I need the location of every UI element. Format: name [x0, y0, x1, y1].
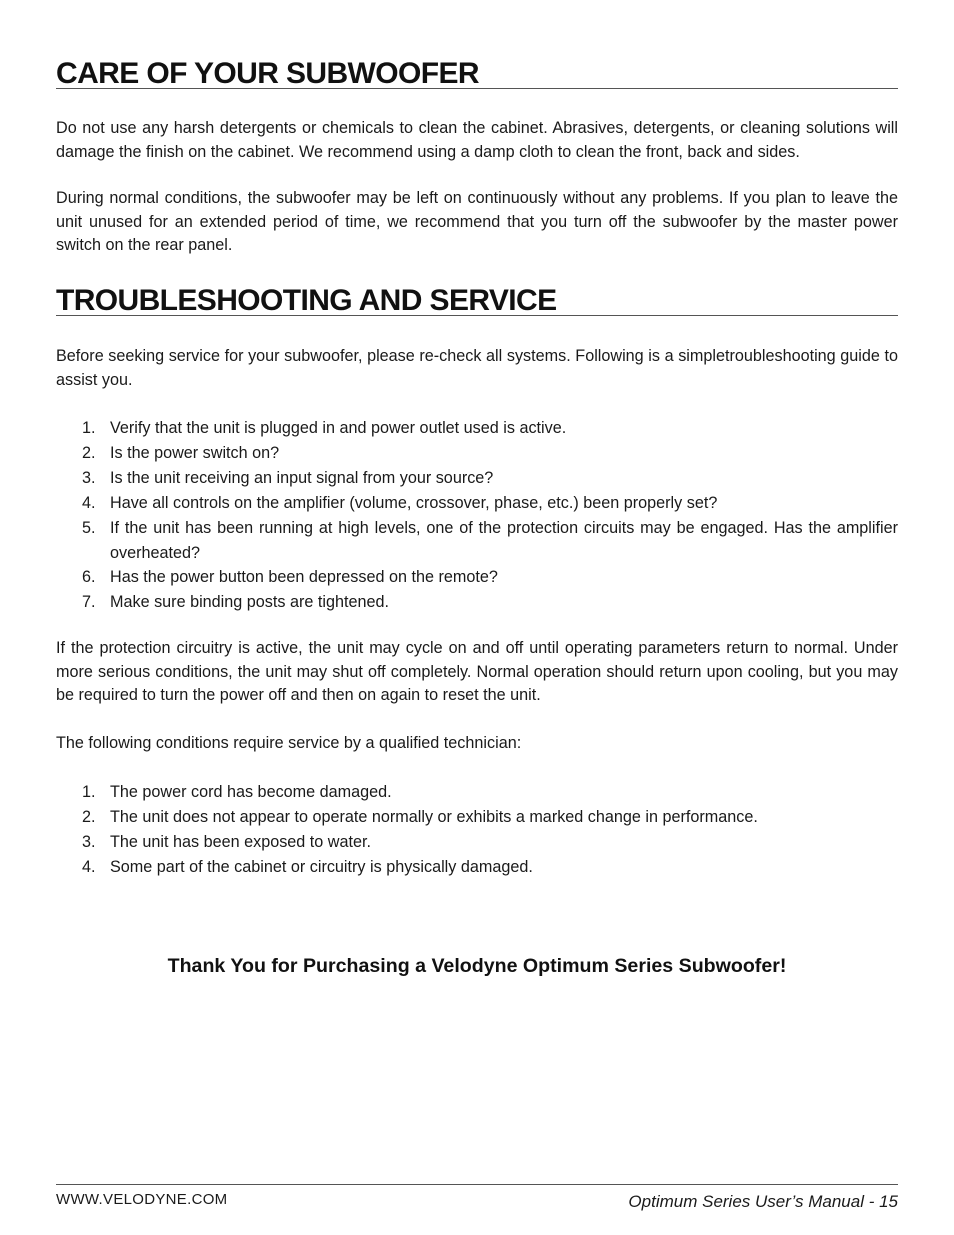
care-heading: CARE OF YOUR SUBWOOFER [56, 57, 479, 90]
troubleshooting-heading-row [56, 284, 898, 317]
list-item-text: The unit has been exposed to water. [110, 832, 371, 851]
list-item-text: Is the power switch on? [110, 443, 280, 462]
list-item-text: Verify that the unit is plugged in and power outlet used is active. [110, 419, 567, 437]
thank-you-message: Thank You for Purchasing a Velodyne Optimum Series Subwoofer! [167, 955, 787, 977]
protection-note: If the protection circuitry is active, the unit may cycle on and off until operating parameters return to normal. Under more serious conditions, the unit may shut off completely. Normal operation should return upon cooling, but you may be required to turn the power off and then on again to reset the unit. [56, 639, 898, 705]
list-item [56, 565, 898, 590]
list-item-text: Make sure binding posts are tightened. [110, 593, 389, 612]
list-number: 2. [82, 807, 96, 826]
list-item [56, 830, 898, 855]
list-item-text: Some part of the cabinet or circuitry is physically damaged. [110, 857, 533, 876]
list-item [56, 590, 898, 615]
list-number: 4. [82, 857, 96, 876]
list-number: 6. [82, 568, 96, 587]
troubleshooting-heading: TROUBLESHOOTING AND SERVICE [56, 284, 557, 317]
manual-page [56, 0, 898, 1235]
list-item [56, 855, 898, 880]
list-item [56, 466, 898, 491]
list-item [56, 416, 898, 441]
list-number: 5. [82, 518, 96, 537]
troubleshooting-intro: Before seeking service for your subwoofer, please re-check all systems. Following is a simpletroubleshooting guide to assist you. [56, 347, 898, 389]
list-item-text: Have all controls on the amplifier (volume, crossover, phase, etc.) been properly set? [110, 493, 718, 512]
list-item-text: Is the unit receiving an input signal from your source? [110, 468, 494, 487]
list-item [56, 441, 898, 466]
list-item-text: If the unit has been running at high levels, one of the protection circuits may be engaged. Has the amplifier overheated? [110, 518, 898, 562]
care-paragraph-power: During normal conditions, the subwoofer may be left on continuously without any problems. If you plan to leave the unit unused for an extended period of time, we recommend that you turn off the subwoofer by the master power switch on the rear panel. [56, 189, 898, 255]
list-item [56, 491, 898, 516]
footer-website: WWW.VELODYNE.COM [56, 1191, 228, 1208]
service-intro: The following conditions require service by a qualified technician: [56, 734, 522, 752]
list-item [56, 805, 898, 830]
list-item [56, 780, 898, 805]
list-item-text: The power cord has become damaged. [110, 783, 392, 801]
troubleshooting-checklist [56, 416, 898, 615]
care-heading-row [56, 57, 898, 90]
footer-manual-page: Optimum Series User’s Manual - 15 [628, 1192, 898, 1211]
list-number: 1. [82, 419, 96, 437]
care-paragraph-cleaning: Do not use any harsh detergents or chemicals to clean the cabinet. Abrasives, detergents, or cleaning solutions will damage the finish on the cabinet. We recommend using a damp cloth to clean the front, back and sides. [56, 119, 898, 161]
list-number: 3. [82, 468, 96, 487]
list-item-text: The unit does not appear to operate normally or exhibits a marked change in performance. [110, 807, 758, 826]
list-number: 4. [82, 493, 96, 512]
list-number: 7. [82, 593, 96, 612]
list-number: 3. [82, 832, 96, 851]
service-conditions-list [56, 780, 898, 880]
list-number: 2. [82, 443, 96, 462]
list-item-text: Has the power button been depressed on the remote? [110, 568, 498, 587]
footer-divider [56, 1184, 898, 1185]
list-number: 1. [82, 783, 96, 801]
list-item [56, 516, 898, 566]
